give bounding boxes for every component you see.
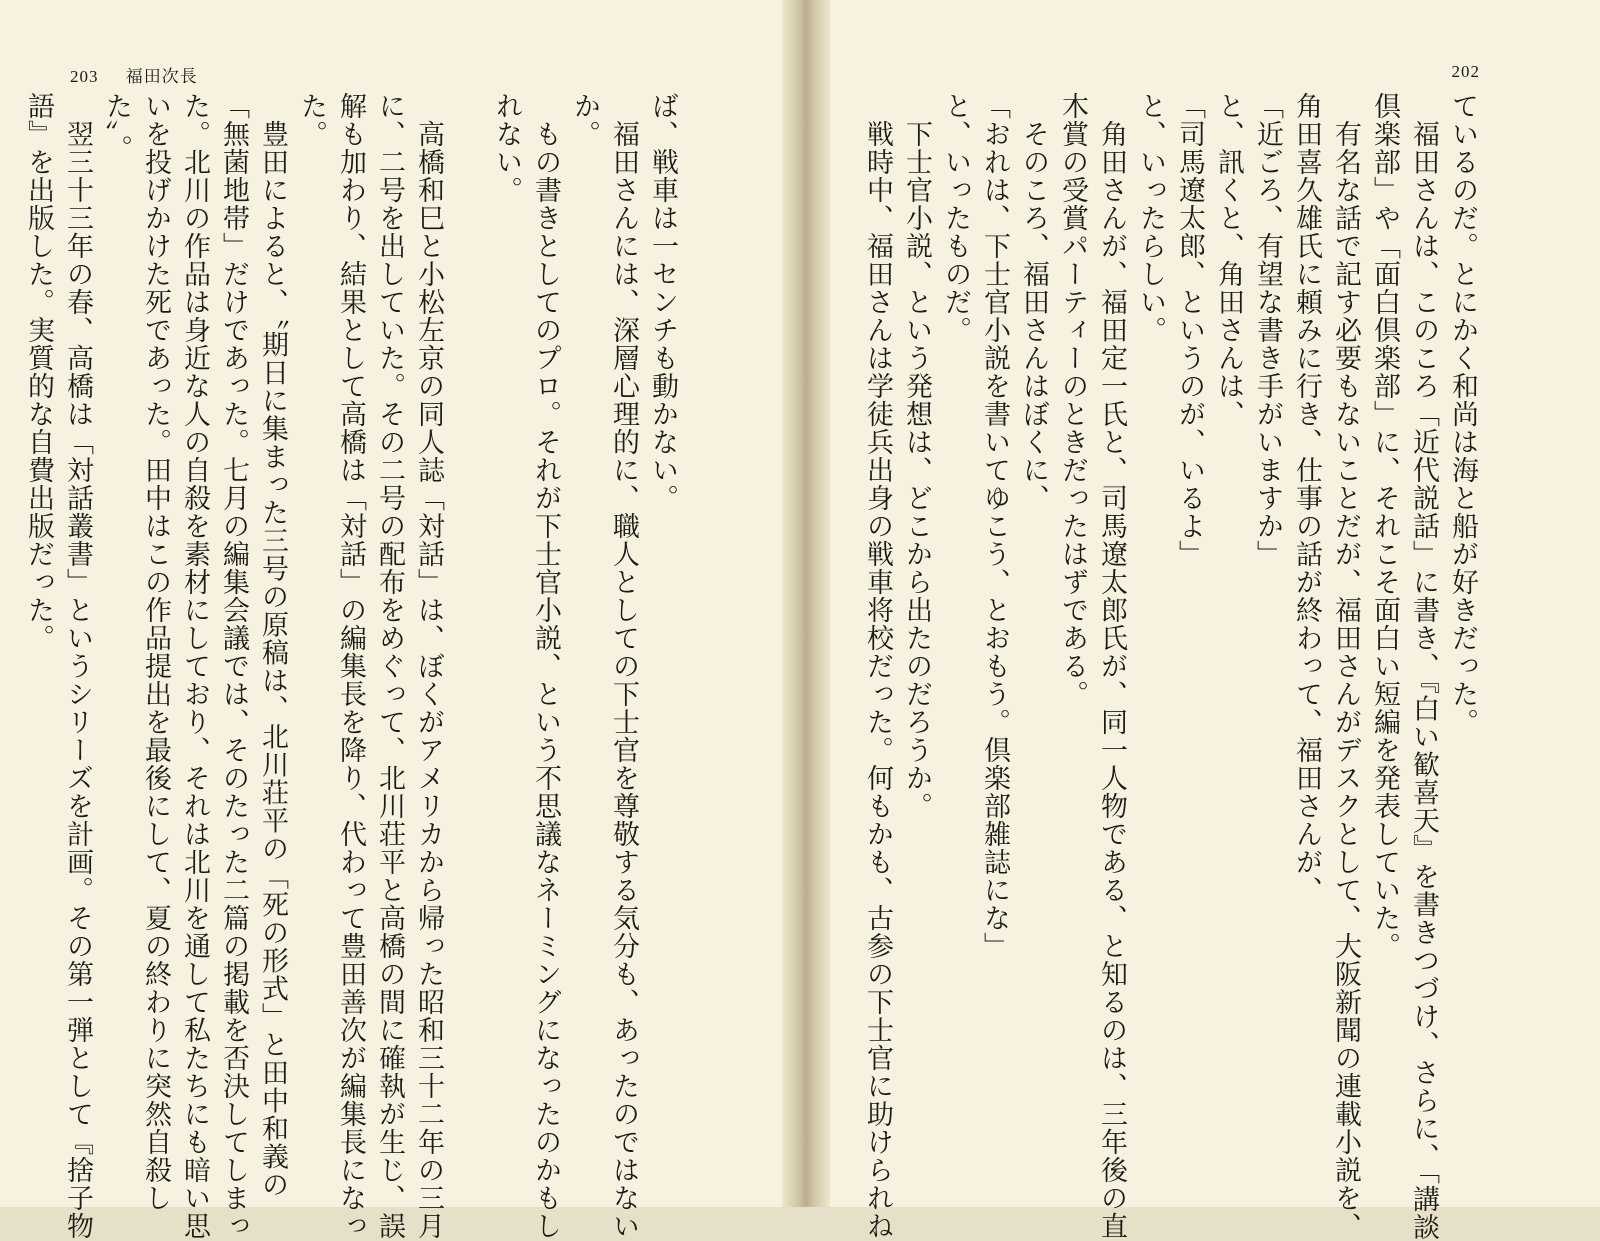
text-line: 「司馬遼太郎、というのが、いるよ」 [1174, 92, 1205, 568]
text-line: れない。 [491, 92, 522, 204]
text-line: 「おれは、下士官小説を書いてゆこう、とおもう。倶楽部雑誌にな」 [979, 92, 1010, 960]
right-page-number: 202 [1451, 62, 1480, 81]
text-line: と、訊くと、角田さんは、 [1213, 92, 1244, 428]
text-line: ているのだ。とにかく和尚は海と船が好きだった。 [1447, 92, 1478, 736]
text-line: 倶楽部」や「面白倶楽部」に、それこそ面白い短編を発表していた。 [1369, 92, 1400, 960]
text-line: 語』を出版した。実質的な自費出版だった。 [23, 92, 54, 652]
text-line: 「無菌地帯」だけであった。七月の編集会議では、そのたった二篇の掲載を否決してしまっ [218, 92, 249, 1240]
text-line: 角田喜久雄氏に頼みに行き、仕事の話が終わって、福田さんが、 [1291, 92, 1322, 904]
text-line: と、いったものだ。 [940, 92, 971, 344]
text-line: 福田さんは、このころ「近代説話」に書き、『白い歓喜天』を書きつづけ、さらに、「講談 [1408, 92, 1439, 1241]
left-page-body [23, 92, 682, 1240]
text-line: 福田さんには、深層心理的に、職人としての下士官を尊敬する気分も、あったのではない [608, 92, 639, 1240]
left-page-header [70, 62, 198, 87]
text-line: た。北川の作品は身近な人の自殺を素材にしており、それは北川を通して私たちにも暗い思 [179, 92, 210, 1240]
blank-line [448, 92, 487, 1142]
right-page [830, 0, 1600, 1241]
left-page-number: 203 [70, 67, 99, 86]
text-line: に、二号を出していた。その二号の配布をめぐって、北川荘平と高橋の間に確執が生じ、誤 [374, 92, 405, 1240]
text-line: 豊田によると、〝期日に集まった三号の原稿は、北川荘平の「死の形式」と田中和義の [257, 92, 288, 1199]
text-line: 「近ごろ、有望な書き手がいますか」 [1252, 92, 1283, 568]
text-line: た〟。 [101, 92, 132, 163]
text-line: 角田さんが、福田定一氏と、司馬遼太郎氏が、同一人物である、と知るのは、三年後の直 [1096, 92, 1127, 1240]
text-line: 戦時中、福田さんは学徒兵出身の戦車将校だった。何もかも、古参の下士官に助けられね [862, 92, 893, 1240]
text-line: もの書きとしてのプロ。それが下士官小説、という不思議なネーミングになったのかもし [530, 92, 561, 1240]
text-line: ば、戦車は一センチも動かない。 [647, 92, 678, 512]
right-page-body [802, 92, 1482, 1241]
text-line: 高橋和巳と小松左京の同人誌「対話」は、ぼくがアメリカから帰った昭和三十二年の三月 [413, 92, 444, 1240]
text-line: 有名な話で記す必要もないことだが、福田さんがデスクとして、大阪新聞の連載小説を、 [1330, 92, 1361, 1240]
running-title: 福田次長 [125, 67, 198, 86]
right-page-header [1452, 62, 1481, 82]
text-line: 翌三十三年の春、高橋は「対話叢書」というシリーズを計画。その第一弾として『捨子物 [62, 92, 93, 1240]
text-line: そのころ、福田さんはぼくに、 [1018, 92, 1049, 512]
text-line: と、いったらしい。 [1135, 92, 1166, 344]
text-line: いを投げかけた死であった。田中はこの作品提出を最後にして、夏の終わりに突然自殺し [140, 92, 171, 1212]
text-line: た。 [296, 92, 327, 148]
text-line: か。 [569, 92, 600, 148]
text-line: 下士官小説、という発想は、どこから出たのだろうか。 [901, 92, 932, 820]
text-line: 木賞の受賞パーティーのときだったはずである。 [1057, 92, 1088, 708]
text-line: 解も加わり、結果として高橋は「対話」の編集長を降り、代わって豊田善次が編集長になっ [335, 92, 366, 1240]
left-page [0, 0, 782, 1240]
